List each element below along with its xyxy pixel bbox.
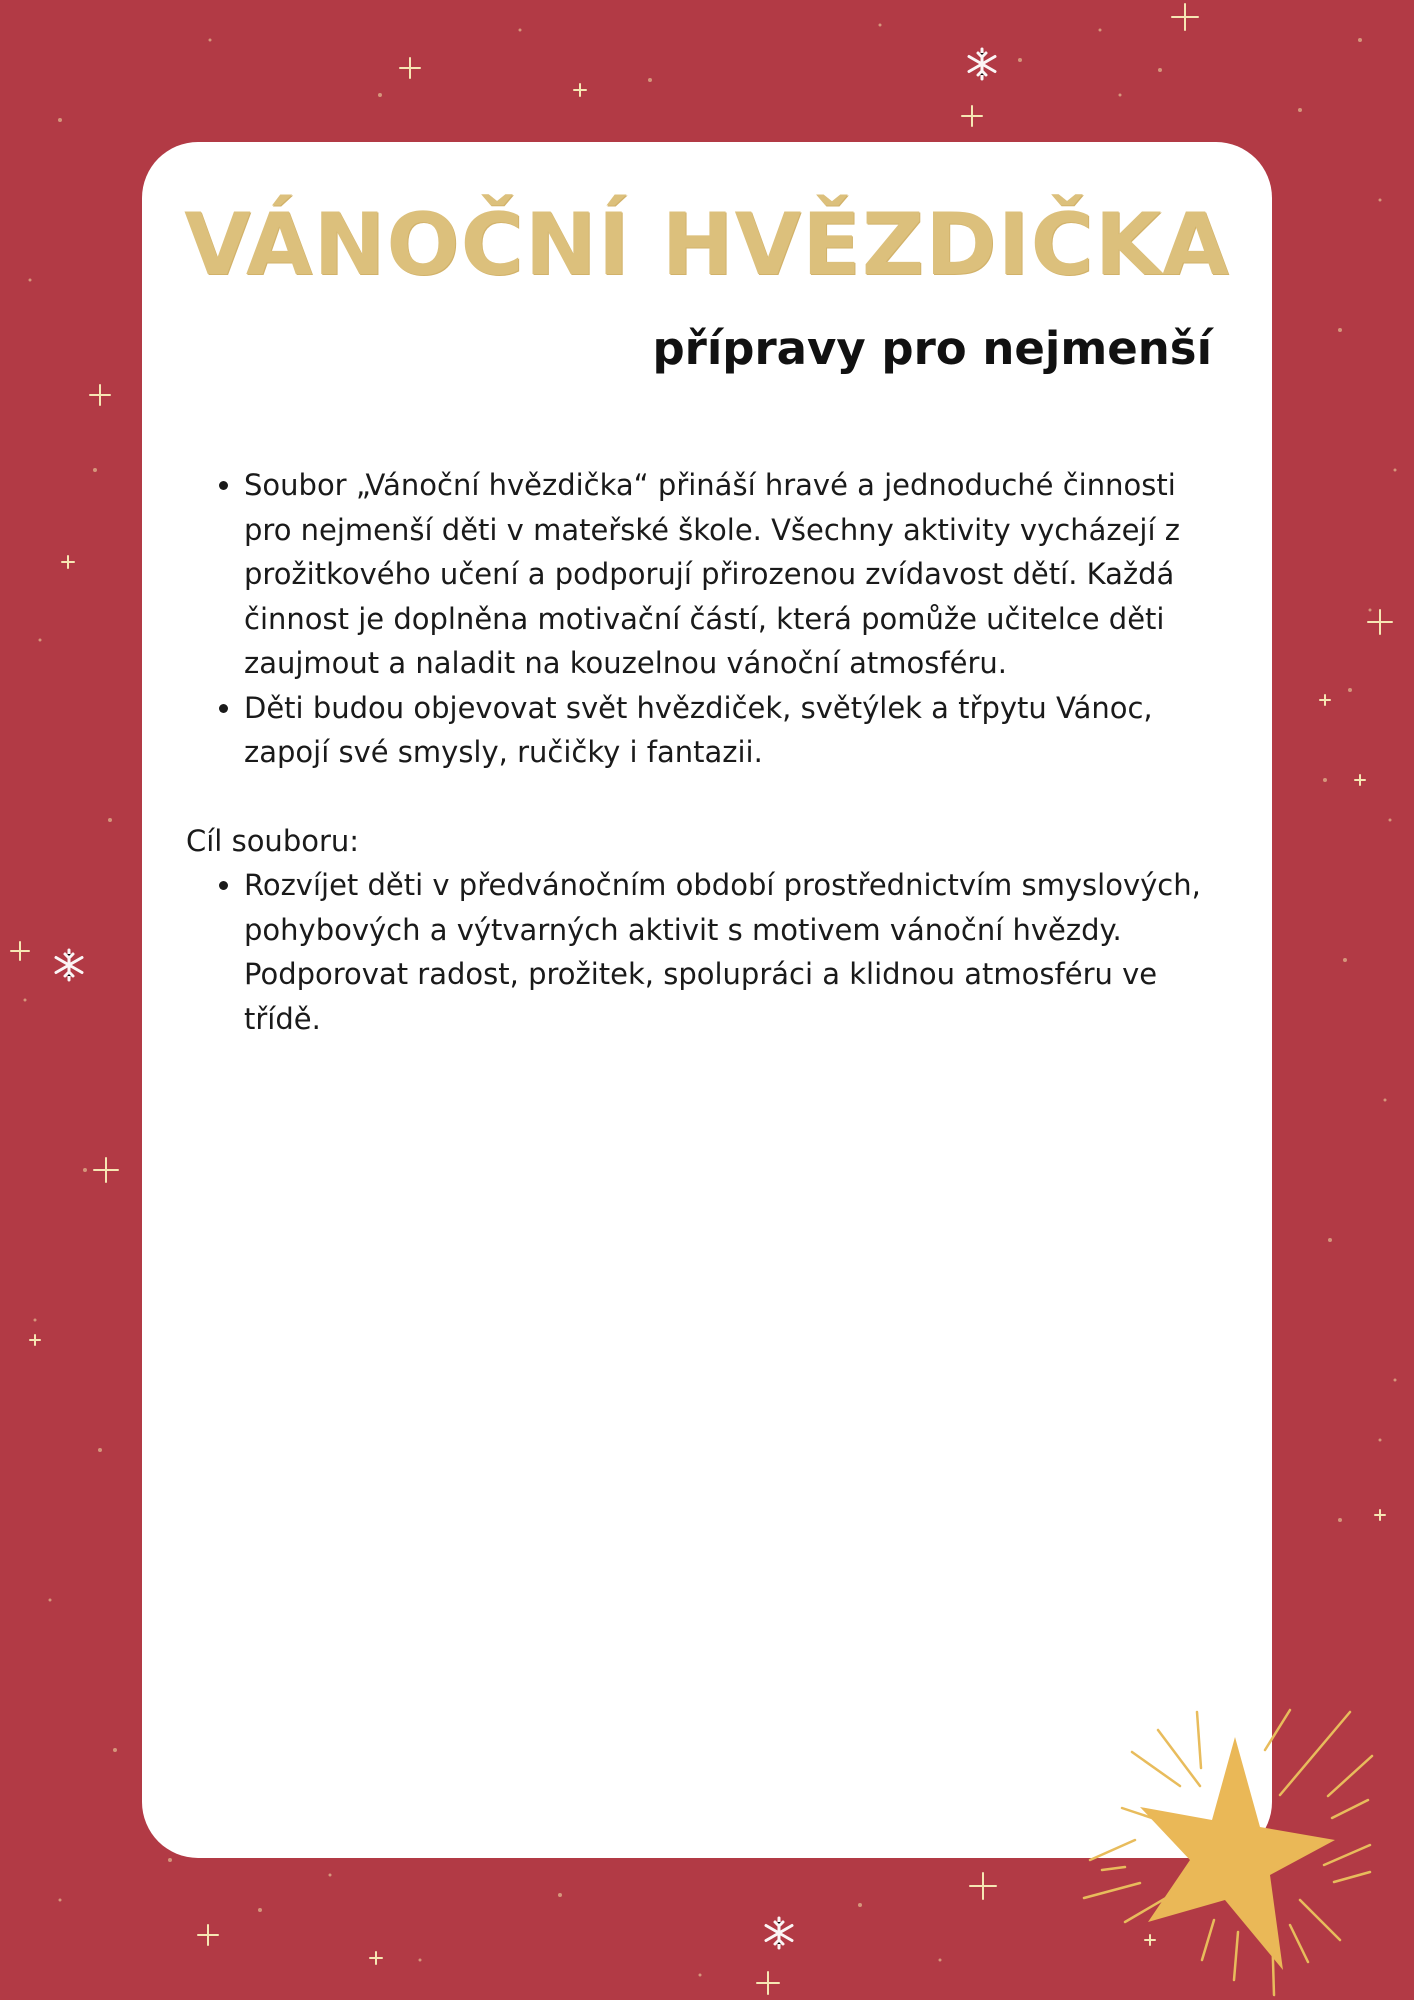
content-body: [186, 463, 1226, 1041]
intro-list: [186, 463, 1226, 775]
list-item: • Děti budou objevovat svět hvězdiček, světýlek a třpytu Vánoc, zapojí své smysly, ručičky i fantazii.: [244, 686, 1226, 775]
goal-heading: Cíl souboru:: [186, 823, 360, 858]
star-icon: [1070, 1670, 1414, 2000]
page-subtitle: přípravy pro nejmenší: [652, 322, 1212, 375]
list-item: • Rozvíjet děti v předvánočním období prostřednictvím smyslových, pohybových a výtvarných aktivit s motivem vánoční hvězdy. Podporovat radost, prožitek, spolupráci a klidnou atmosféru ve třídě.: [244, 863, 1226, 1041]
list-item: • Soubor „Vánoční hvězdička“ přináší hravé a jednoduché činnosti pro nejmenší děti v mateřské škole. Všechny aktivity vycházejí z prožitkového učení a podporují přirozenou zvídavost dětí. Každá činnost je doplněna motivační částí, která pomůže učitelce děti zaujmout a naladit na kouzelnou vánoční atmosféru.: [244, 463, 1226, 686]
goal-list: [186, 863, 1226, 1041]
page-title: VÁNOČNÍ HVĚZDIČKA: [184, 195, 1230, 295]
